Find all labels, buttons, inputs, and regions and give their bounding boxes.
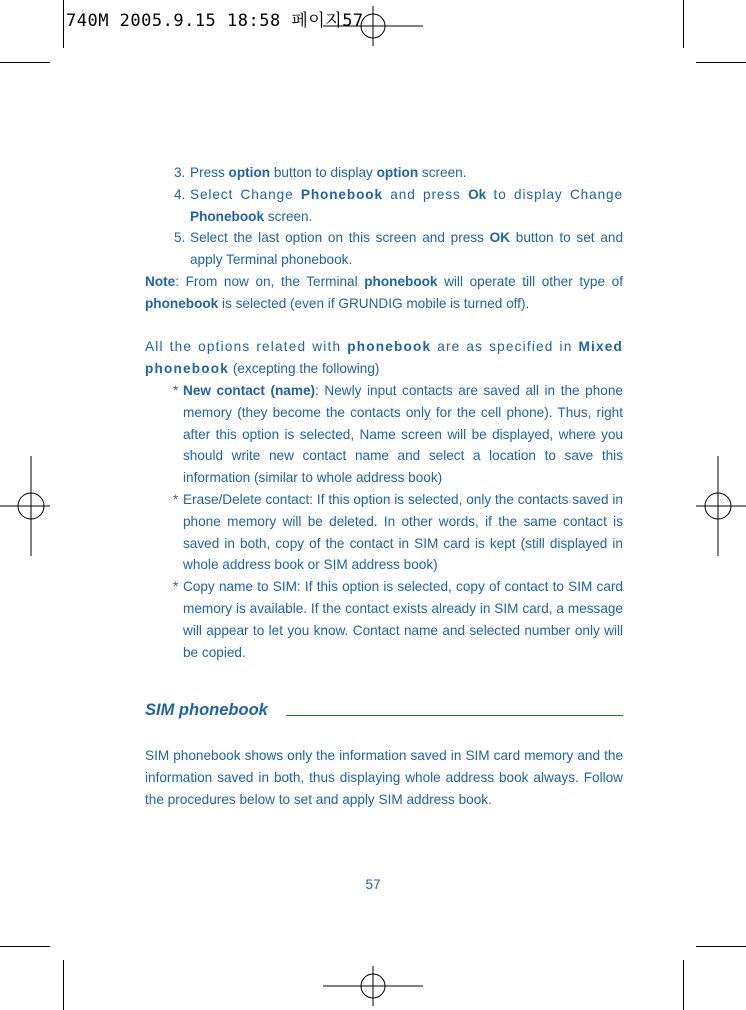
options-intro: All the options related with phonebook are as specified in Mixed phonebook (excepting the following) <box>145 339 623 377</box>
crop-mark-top-left-h <box>0 62 50 63</box>
crop-mark-bottom-left-v <box>63 960 64 1010</box>
crop-mark-bottom-left-h <box>0 946 50 947</box>
step-3: 3. Press option button to display option screen. <box>145 162 623 184</box>
step-number: 3. <box>174 165 186 180</box>
registration-mark-right <box>696 456 746 556</box>
crop-mark-top-right-h <box>696 62 746 63</box>
crop-mark-top-right-v <box>683 0 684 48</box>
step-4: 4. Select Change Phonebook and press Ok to display Change Phonebook screen. <box>145 184 623 228</box>
heading-rule <box>286 715 623 716</box>
bullet-erase-delete: * Erase/Delete contact: If this option is selected, only the contacts saved in phone memory will be deleted. In other words, if the same contact is saved in both, copy of the contact in SIM card is kept (still displayed in whole address book or SIM address book) <box>173 491 623 573</box>
step-number: 5. <box>174 230 186 246</box>
crop-mark-top-left-v <box>63 0 64 48</box>
bullet-copy-to-sim: * Copy name to SIM: If this option is selected, copy of contact to SIM card memory is available. If the contact exists already in SIM card, a message will appear to let you know. Contact name and selected number only will be copied. <box>173 579 623 660</box>
bullet-new-contact: * New contact (name): Newly input contacts are saved all in the phone memory (they become the contacts only for the cell phone). Thus, right after this option is selected, Name screen will be displayed, where you should write new contact name and select a location to save this information (similar to whole address book) <box>173 382 623 486</box>
note-paragraph: Note: From now on, the Terminal phonebook will operate till other type of phonebook is selected (even if GRUNDIG mobile is turned off). <box>145 273 623 311</box>
registration-mark-left <box>0 456 50 556</box>
section-heading: SIM phonebook <box>145 700 623 722</box>
section-body: SIM phonebook shows only the information saved in SIM card memory and the information saved in both, thus displaying whole address book always. Follow the procedures below to set and apply SIM address book. <box>145 748 623 807</box>
step-5: 5. Select the last option on this screen and press OK button to set and apply Terminal phonebook. <box>145 227 623 271</box>
crop-mark-bottom-right-h <box>696 946 746 947</box>
page-content <box>145 162 623 811</box>
print-slug: 740M 2005.9.15 18:58 페이지57 <box>66 11 364 31</box>
page-number: 57 <box>365 877 381 892</box>
step-number: 4. <box>174 186 186 202</box>
registration-mark-bottom <box>323 966 423 1006</box>
crop-mark-bottom-right-v <box>683 960 684 1010</box>
